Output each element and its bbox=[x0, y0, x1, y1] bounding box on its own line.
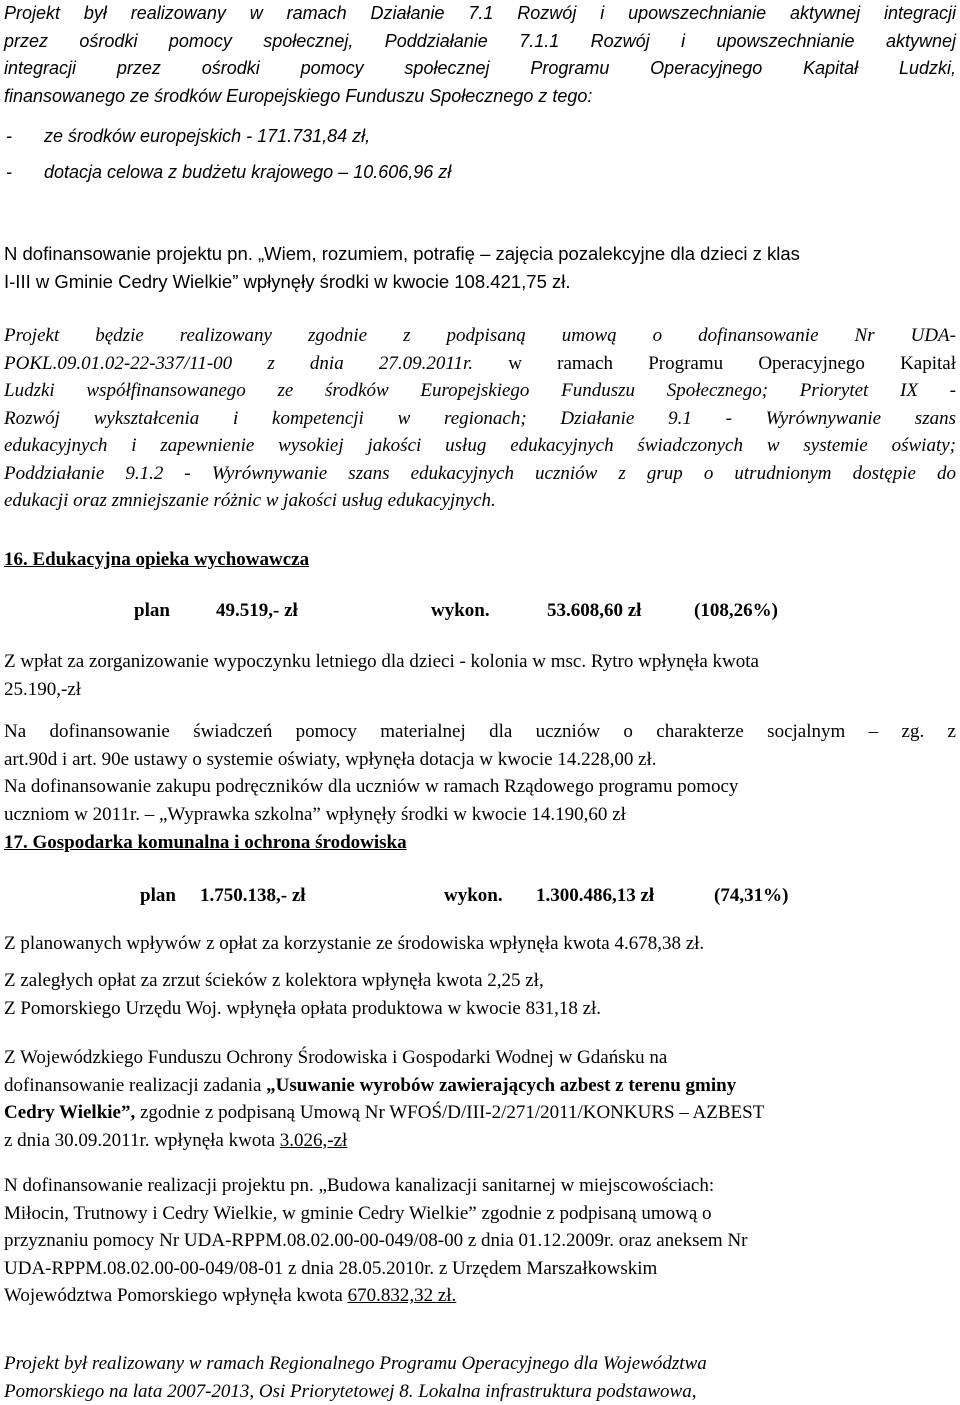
section-16-paragraph-2 bbox=[4, 718, 956, 828]
plan-label: plan bbox=[134, 600, 170, 622]
umowa-line-7: edukacji oraz zmniejszanie różnic w jakości usług edukacyjnych. bbox=[4, 487, 956, 515]
s17-p3-line-4 bbox=[4, 1127, 956, 1155]
plan-label: plan bbox=[140, 885, 176, 907]
wykon-label: wykon. bbox=[431, 600, 490, 622]
s17-p3-line-1: Z Wojewódzkiego Funduszu Ochrony Środowiska i Gospodarki Wodnej w Gdańsku na bbox=[4, 1044, 956, 1072]
s17-p3-line-2a: dofinansowanie realizacji zadania bbox=[4, 1075, 266, 1096]
umowa-line-4: Rozwój wykształcenia i kompetencji w regionach; Działanie 9.1 - Wyrównywanie szans bbox=[4, 405, 956, 433]
s17-p1: Z planowanych wpływów z opłat za korzystanie ze środowiska wpłynęła kwota 4.678,38 zł. bbox=[4, 930, 704, 958]
s17-p3-line-4a: z dnia 30.09.2011r. wpłynęła kwota bbox=[4, 1130, 280, 1151]
intro-item-1: ze środków europejskich - 171.731,84 zł, bbox=[44, 123, 370, 151]
umowa-line-2b: w ramach Programu Operacyjnego Kapitał bbox=[473, 353, 956, 374]
s17-p4-line-5a: Województwa Pomorskiego wpłynęła kwota bbox=[4, 1285, 348, 1306]
s17-p4-line-2: Miłocin, Trutnowy i Cedry Wielkie, w gminie Cedry Wielkie” zgodnie z podpisaną umową o bbox=[4, 1200, 956, 1228]
intro-line-1: Projekt był realizowany w ramach Działanie 7.1 Rozwój i upowszechnianie aktywnej integracji bbox=[4, 0, 956, 28]
s17-p4-line-5 bbox=[4, 1282, 956, 1310]
section-17-budget-row bbox=[4, 885, 956, 912]
execution-percent: (74,31%) bbox=[714, 885, 788, 907]
execution-percent: (108,26%) bbox=[694, 600, 778, 622]
umowa-line-2a: POKL.09.01.02-22-337/11-00 z dnia 27.09.2011r. bbox=[4, 353, 473, 374]
list-dash: - bbox=[4, 159, 44, 187]
s17-p4-line-5b: 670.832,32 zł. bbox=[348, 1285, 457, 1306]
s16-p3-line-2: uczniom w 2011r. – „Wyprawka szkolna” wpłynęły środki w kwocie 14.190,60 zł bbox=[4, 801, 956, 829]
wykon-value: 53.608,60 zł bbox=[547, 600, 641, 622]
s17-p4-line-3: przyznaniu pomocy Nr UDA-RPPM.08.02.00-00-049/08-00 z dnia 01.12.2009r. oraz aneksem Nr bbox=[4, 1227, 956, 1255]
section-17-paragraph-3 bbox=[4, 1044, 956, 1154]
umowa-line-1: Projekt będzie realizowany zgodnie z podpisaną umową o dofinansowanie Nr UDA- bbox=[4, 322, 956, 350]
s17-p3-line-3a: Cedry Wielkie”, bbox=[4, 1102, 135, 1123]
intro-line-4: finansowanego ze środków Europejskiego Funduszu Społecznego z tego: bbox=[4, 83, 956, 111]
section-16-heading: 16. Edukacyjna opieka wychowawcza bbox=[4, 546, 309, 574]
intro-line-3: integracji przez ośrodki pomocy społecznej Programu Operacyjnego Kapitał Ludzki, bbox=[4, 55, 956, 83]
s16-p1-line-2: 25.190,-zł bbox=[4, 676, 956, 704]
s17-p2-line-2: Z Pomorskiego Urzędu Woj. wpłynęła opłata produktowa w kwocie 831,18 zł. bbox=[4, 995, 956, 1023]
wykon-label: wykon. bbox=[444, 885, 503, 907]
plan-value: 49.519,- zł bbox=[216, 600, 298, 622]
umowa-line-5: edukacyjnych i zapewnienie wysokiej jakości usług edukacyjnych świadczonych w systemie oświaty; bbox=[4, 432, 956, 460]
s17-p3-line-2b: „Usuwanie wyrobów zawierających azbest z terenu gminy bbox=[266, 1075, 736, 1096]
s17-p4-line-4: UDA-RPPM.08.02.00-00-049/08-01 z dnia 28.05.2010r. z Urzędem Marszałkowskim bbox=[4, 1255, 956, 1283]
list-dash: - bbox=[4, 123, 44, 151]
intro-item-2: dotacja celowa z budżetu krajowego – 10.606,96 zł bbox=[44, 159, 451, 187]
s17-p2-line-1: Z zaległych opłat za zrzut ścieków z kolektora wpłynęła kwota 2,25 zł, bbox=[4, 967, 956, 995]
wiem-paragraph bbox=[4, 240, 956, 295]
s16-p1-line-1: Z wpłat za zorganizowanie wypoczynku letniego dla dzieci - kolonia w msc. Rytro wpłynęła kwota bbox=[4, 648, 956, 676]
wiem-line-1: N dofinansowanie projektu pn. „Wiem, rozumiem, potrafię – zajęcia pozalekcyjne dla dzieci z klas bbox=[4, 240, 956, 268]
s16-p3-line-1: Na dofinansowanie zakupu podręczników dla uczniów w ramach Rządowego programu pomocy bbox=[4, 773, 956, 801]
intro-paragraph bbox=[4, 0, 956, 110]
s17-p3-line-4b: 3.026,-zł bbox=[280, 1130, 348, 1151]
section-16-paragraph-1 bbox=[4, 648, 956, 703]
s17-p3-line-3b: zgodnie z podpisaną Umową Nr WFOŚ/D/III-2/271/2011/KONKURS – AZBEST bbox=[135, 1102, 764, 1123]
s17-p4-line-1: N dofinansowanie realizacji projektu pn. „Budowa kanalizacji sanitarnej w miejscowościach: bbox=[4, 1172, 956, 1200]
wykon-value: 1.300.486,13 zł bbox=[536, 885, 654, 907]
intro-list-item bbox=[4, 123, 370, 151]
s16-p2-line-2: art.90d i art. 90e ustawy o systemie oświaty, wpłynęła dotacja w kwocie 14.228,00 zł. bbox=[4, 746, 956, 774]
section-17-heading: 17. Gospodarka komunalna i ochrona środowiska bbox=[4, 829, 407, 857]
plan-value: 1.750.138,- zł bbox=[200, 885, 306, 907]
umowa-paragraph bbox=[4, 322, 956, 515]
umowa-line-2 bbox=[4, 350, 956, 378]
umowa-line-3: Ludzki współfinansowanego ze środków Europejskiego Funduszu Społecznego; Priorytet IX - bbox=[4, 377, 956, 405]
umowa-line-6: Poddziałanie 9.1.2 - Wyrównywanie szans edukacyjnych uczniów z grup o utrudnionym dostępie do bbox=[4, 460, 956, 488]
intro-line-2: przez ośrodki pomocy społecznej, Poddziałanie 7.1.1 Rozwój i upowszechnianie aktywnej bbox=[4, 28, 956, 56]
intro-list-item bbox=[4, 159, 451, 187]
wiem-line-2: I-III w Gminie Cedry Wielkie” wpłynęły środki w kwocie 108.421,75 zł. bbox=[4, 268, 956, 296]
section-17-paragraph-2 bbox=[4, 967, 956, 1022]
section-17-paragraph-4 bbox=[4, 1172, 956, 1310]
s16-p2-line-1: Na dofinansowanie świadczeń pomocy materialnej dla uczniów o charakterze socjalnym – zg. z bbox=[4, 718, 956, 746]
section-16-budget-row bbox=[4, 600, 956, 627]
s17-p5-line-2: Pomorskiego na lata 2007-2013, Osi Priorytetowej 8. Lokalna infrastruktura podstawowa, bbox=[4, 1378, 956, 1405]
s17-p5-line-1: Projekt był realizowany w ramach Regionalnego Programu Operacyjnego dla Województwa bbox=[4, 1350, 956, 1378]
s17-p3-line-2 bbox=[4, 1072, 956, 1100]
section-17-paragraph-5 bbox=[4, 1350, 956, 1405]
s17-p3-line-3 bbox=[4, 1099, 956, 1127]
